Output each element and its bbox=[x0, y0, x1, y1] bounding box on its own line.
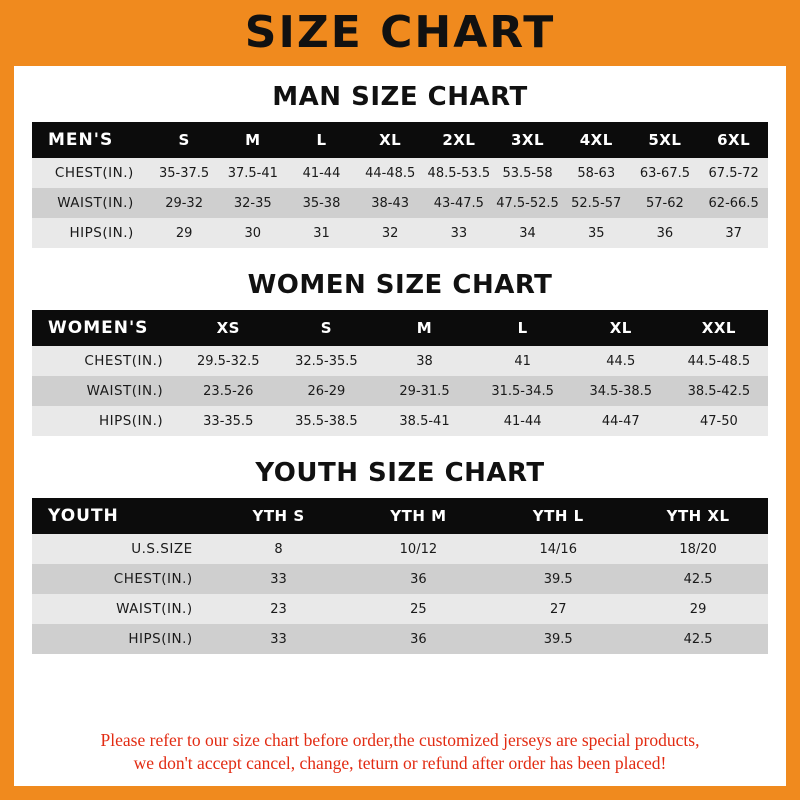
table-row bbox=[32, 594, 768, 624]
column-header: YOUTH bbox=[48, 506, 119, 526]
table-header bbox=[32, 310, 768, 346]
table-cell: 37.5-41 bbox=[227, 165, 278, 181]
table-cell: 36 bbox=[410, 571, 427, 587]
column-header: 5XL bbox=[648, 131, 682, 149]
table-row bbox=[32, 534, 768, 564]
youth-section-title: YOUTH SIZE CHART bbox=[255, 458, 545, 488]
table-cell: 34.5-38.5 bbox=[589, 383, 653, 399]
table-cell: 42.5 bbox=[683, 631, 713, 647]
table-cell: 25 bbox=[410, 601, 427, 617]
column-header: MEN'S bbox=[48, 130, 114, 150]
row-label: CHEST(IN.) bbox=[113, 571, 193, 587]
table-cell: 39.5 bbox=[543, 631, 573, 647]
table-cell: 38-43 bbox=[371, 195, 410, 211]
table-cell: 8 bbox=[274, 541, 283, 557]
table-cell: 67.5-72 bbox=[708, 165, 759, 181]
table-cell: 38.5-41 bbox=[399, 413, 450, 429]
column-header: YTH S bbox=[252, 507, 305, 525]
table-cell: 33 bbox=[270, 631, 287, 647]
table-cell: 23.5-26 bbox=[203, 383, 254, 399]
table-cell: 36 bbox=[656, 225, 674, 241]
men-section-title: MAN SIZE CHART bbox=[272, 82, 528, 112]
table-row bbox=[32, 346, 768, 376]
table-body bbox=[32, 534, 768, 654]
content-area bbox=[14, 66, 786, 786]
table-header-row bbox=[32, 498, 768, 534]
table-cell: 37 bbox=[725, 225, 742, 241]
row-label: WAIST(IN.) bbox=[86, 383, 164, 399]
table-cell: 35-37.5 bbox=[159, 165, 210, 181]
table-cell: 41-44 bbox=[503, 413, 542, 429]
table-cell: 14/16 bbox=[539, 541, 577, 557]
table-cell: 44-47 bbox=[601, 413, 640, 429]
table-cell: 32 bbox=[381, 225, 399, 241]
row-label: CHEST(IN.) bbox=[54, 165, 134, 181]
column-header: 6XL bbox=[717, 131, 751, 149]
table-body bbox=[32, 346, 768, 436]
column-header: XS bbox=[216, 319, 240, 337]
column-header: YTH L bbox=[532, 507, 584, 525]
bottom-accent-bar bbox=[14, 786, 786, 800]
table-cell: 57-62 bbox=[646, 195, 684, 211]
column-header: YTH M bbox=[390, 507, 447, 525]
row-label: HIPS(IN.) bbox=[128, 631, 193, 647]
column-header: 4XL bbox=[579, 131, 613, 149]
row-label: U.S.SIZE bbox=[131, 541, 193, 557]
table-cell: 29.5-32.5 bbox=[196, 353, 260, 369]
table-row bbox=[32, 624, 768, 654]
table-cell: 47.5-52.5 bbox=[496, 195, 559, 211]
column-header: L bbox=[316, 131, 327, 149]
men-size-table bbox=[32, 122, 768, 248]
table-header-row bbox=[32, 310, 768, 346]
table-cell: 30 bbox=[244, 225, 262, 241]
table-cell: 32-35 bbox=[233, 195, 272, 211]
table-cell: 29-31.5 bbox=[399, 383, 450, 399]
column-header: 3XL bbox=[511, 131, 545, 149]
footer-note bbox=[32, 723, 768, 786]
table-cell: 39.5 bbox=[543, 571, 573, 587]
table-cell: 63-67.5 bbox=[639, 165, 690, 181]
table-header bbox=[32, 122, 768, 158]
table-cell: 43-47.5 bbox=[433, 195, 484, 211]
table-cell: 35 bbox=[587, 225, 605, 241]
table-cell: 29 bbox=[175, 225, 193, 241]
table-header-row bbox=[32, 122, 768, 158]
column-header: M bbox=[245, 131, 261, 149]
column-header: WOMEN'S bbox=[48, 318, 149, 338]
table-cell: 41 bbox=[514, 353, 531, 369]
column-header: XL bbox=[609, 319, 632, 337]
table-cell: 32.5-35.5 bbox=[295, 353, 358, 369]
table-cell: 29-32 bbox=[165, 195, 203, 211]
row-label: WAIST(IN.) bbox=[116, 601, 193, 617]
table-cell: 34 bbox=[519, 225, 536, 241]
table-cell: 53.5-58 bbox=[502, 165, 553, 181]
table-cell: 38 bbox=[416, 353, 433, 369]
column-header: S bbox=[320, 319, 333, 337]
page-title: SIZE CHART bbox=[244, 7, 556, 58]
table-header bbox=[32, 498, 768, 534]
table-cell: 26-29 bbox=[307, 383, 346, 399]
table-cell: 18/20 bbox=[679, 541, 717, 557]
table-cell: 35.5-38.5 bbox=[295, 413, 358, 429]
table-cell: 44.5-48.5 bbox=[687, 353, 751, 369]
table-cell: 23 bbox=[270, 601, 287, 617]
youth-size-table bbox=[32, 498, 768, 654]
table-row bbox=[32, 218, 768, 248]
table-cell: 35-38 bbox=[302, 195, 341, 211]
row-label: HIPS(IN.) bbox=[98, 413, 164, 429]
table-row bbox=[32, 564, 768, 594]
table-row bbox=[32, 188, 768, 218]
row-label: HIPS(IN.) bbox=[69, 225, 134, 241]
table-cell: 62-66.5 bbox=[708, 195, 759, 211]
table-cell: 36 bbox=[410, 631, 427, 647]
column-header: XL bbox=[379, 131, 402, 149]
table-cell: 58-63 bbox=[577, 165, 616, 181]
column-header: YTH XL bbox=[666, 507, 730, 525]
women-section-title: WOMEN SIZE CHART bbox=[247, 270, 553, 300]
table-row bbox=[32, 376, 768, 406]
table-cell: 33 bbox=[270, 571, 287, 587]
row-label: CHEST(IN.) bbox=[84, 353, 164, 369]
table-cell: 31 bbox=[313, 225, 330, 241]
column-header: M bbox=[416, 319, 433, 337]
banner bbox=[14, 0, 786, 66]
table-cell: 44-48.5 bbox=[365, 165, 416, 181]
table-row bbox=[32, 158, 768, 188]
table-cell: 47-50 bbox=[700, 413, 738, 429]
table-cell: 52.5-57 bbox=[571, 195, 622, 211]
column-header: S bbox=[178, 131, 190, 149]
footer-line-2: we don't accept cancel, change, teturn or refund after order has been placed! bbox=[133, 753, 667, 774]
row-label: WAIST(IN.) bbox=[57, 195, 134, 211]
table-cell: 29 bbox=[689, 601, 707, 617]
table-cell: 41-44 bbox=[302, 165, 341, 181]
footer-line-1: Please refer to our size chart before order,the customized jerseys are special products, bbox=[100, 729, 700, 750]
table-cell: 48.5-53.5 bbox=[427, 165, 491, 181]
table-cell: 42.5 bbox=[683, 571, 713, 587]
table-cell: 33-35.5 bbox=[203, 413, 254, 429]
table-body bbox=[32, 158, 768, 248]
table-cell: 38.5-42.5 bbox=[687, 383, 751, 399]
column-header: L bbox=[517, 319, 528, 337]
column-header: XXL bbox=[701, 319, 736, 337]
table-cell: 44.5 bbox=[606, 353, 636, 369]
table-cell: 10/12 bbox=[399, 541, 438, 557]
table-cell: 27 bbox=[549, 601, 567, 617]
column-header: 2XL bbox=[442, 131, 476, 149]
table-cell: 31.5-34.5 bbox=[491, 383, 554, 399]
table-cell: 33 bbox=[450, 225, 468, 241]
women-size-table bbox=[32, 310, 768, 436]
table-row bbox=[32, 406, 768, 436]
